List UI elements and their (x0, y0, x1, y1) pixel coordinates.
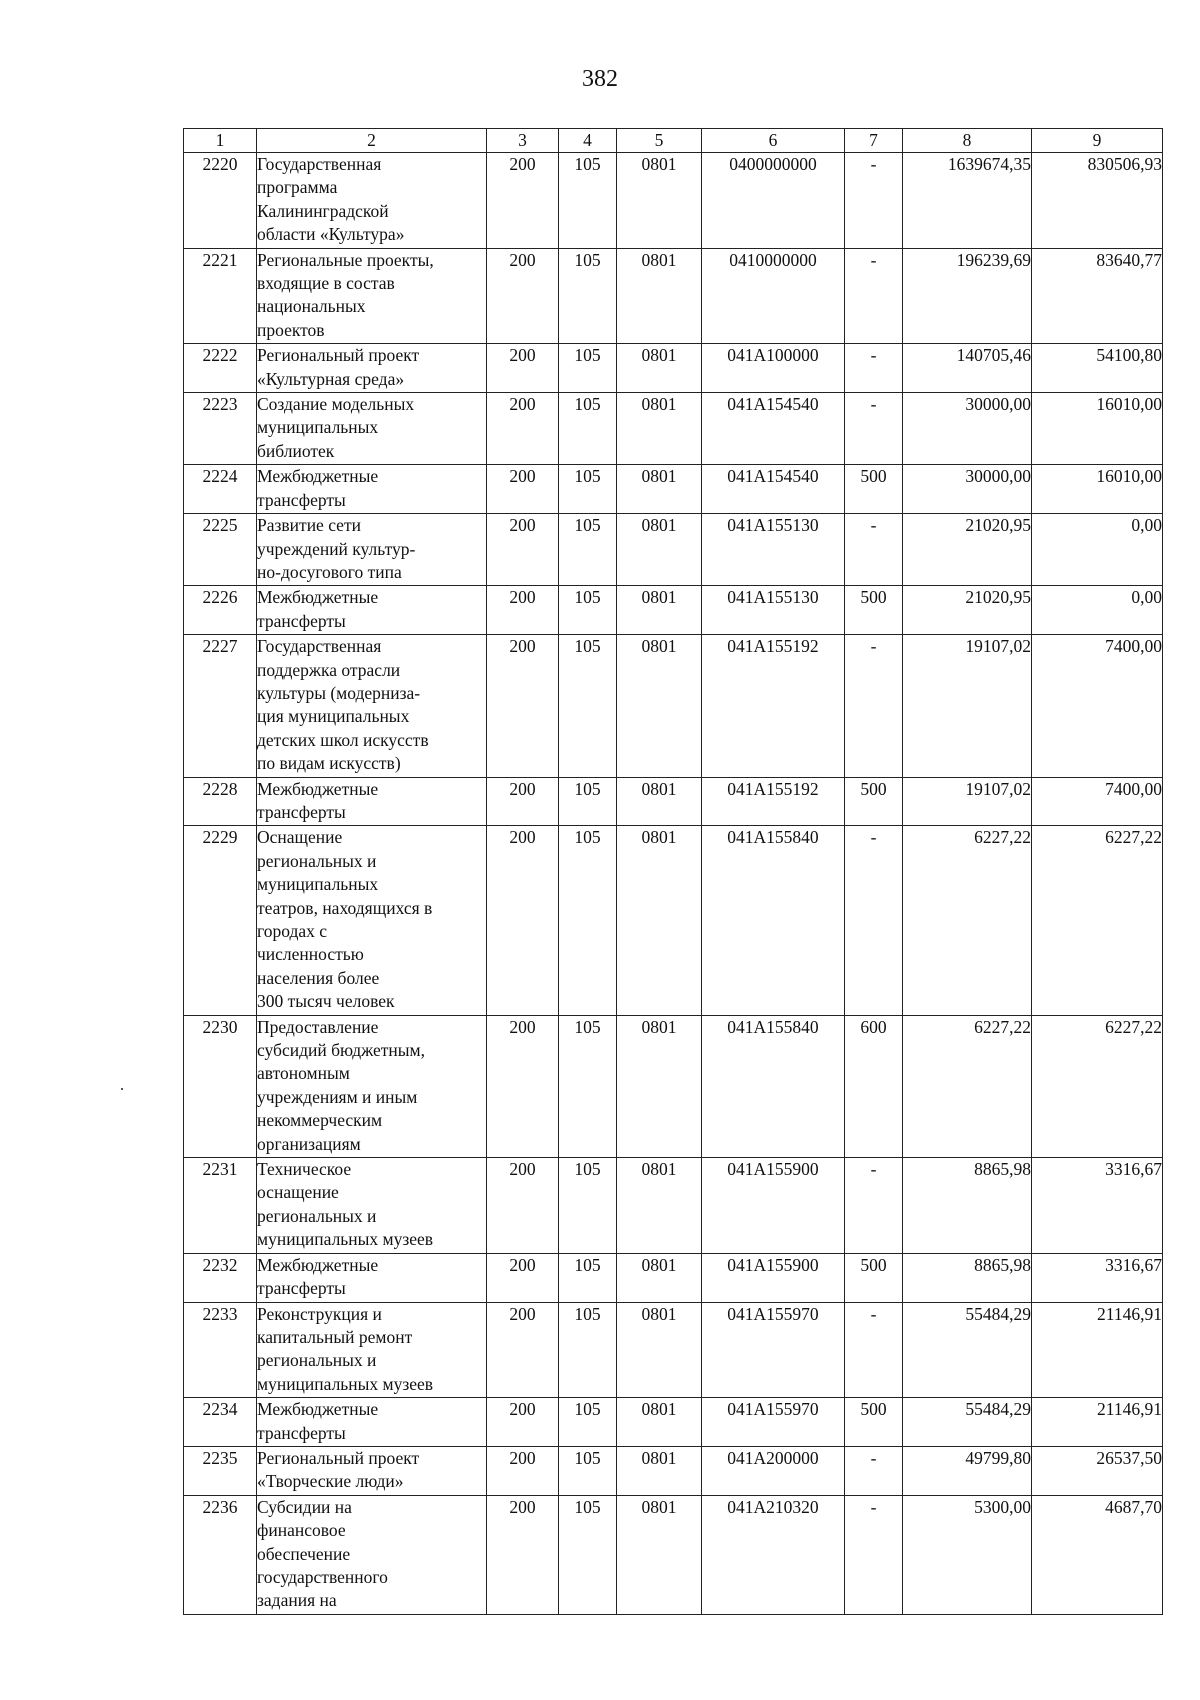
section-code-cell: 0801 (617, 1253, 702, 1302)
table-row (184, 1302, 1163, 1398)
item-name-cell (257, 153, 487, 249)
table-row (184, 248, 1163, 344)
amount-col9-cell: 0,00 (1032, 586, 1163, 635)
expense-type-cell: - (845, 1495, 903, 1614)
expense-type-cell: 500 (845, 1398, 903, 1447)
amount-col9-cell: 7400,00 (1032, 635, 1163, 777)
item-name-cell (257, 1158, 487, 1254)
table-row (184, 1158, 1163, 1254)
item-name-line: населения более (257, 967, 380, 988)
row-number-cell: 2222 (184, 344, 257, 393)
row-number-cell: 2220 (184, 153, 257, 249)
table-body (184, 153, 1163, 1615)
ministry-code-cell: 200 (487, 586, 559, 635)
target-article-cell: 041A155840 (702, 1015, 845, 1157)
item-name-line: некоммерческим (257, 1110, 383, 1131)
section-code-cell: 0801 (617, 153, 702, 249)
amount-col9-cell: 7400,00 (1032, 777, 1163, 826)
item-name-line: Государственная (257, 154, 382, 174)
table-row (184, 1398, 1163, 1447)
row-number-cell: 2236 (184, 1495, 257, 1614)
item-name-line: Региональные проекты, (257, 249, 434, 270)
item-name-cell (257, 635, 487, 777)
row-number-cell: 2234 (184, 1398, 257, 1447)
item-name-line: муниципальных (257, 874, 379, 895)
amount-col9-cell: 83640,77 (1032, 248, 1163, 344)
item-name-line: оснащение (257, 1182, 339, 1203)
item-name-line: государственного (257, 1566, 388, 1587)
row-number-cell: 2226 (184, 586, 257, 635)
ministry-code-cell: 200 (487, 1398, 559, 1447)
amount-col9-cell: 830506,93 (1032, 153, 1163, 249)
target-article-cell: 041A155900 (702, 1253, 845, 1302)
target-article-cell: 041A155130 (702, 514, 845, 586)
item-name-line: финансовое (257, 1520, 346, 1541)
amount-col8-cell: 140705,46 (903, 344, 1032, 393)
code-col4-cell: 105 (559, 153, 617, 249)
item-name-line: по видам искусств) (257, 753, 401, 774)
row-number-cell: 2233 (184, 1302, 257, 1398)
code-col4-cell: 105 (559, 777, 617, 826)
table-row (184, 393, 1163, 465)
row-number-cell: 2229 (184, 826, 257, 1015)
section-code-cell: 0801 (617, 1302, 702, 1398)
item-name-line: библиотек (257, 440, 335, 461)
target-article-cell: 041A155840 (702, 826, 845, 1015)
item-name-cell (257, 248, 487, 344)
row-number-cell: 2227 (184, 635, 257, 777)
item-name-cell (257, 1495, 487, 1614)
amount-col9-cell: 6227,22 (1032, 1015, 1163, 1157)
expense-type-cell: - (845, 248, 903, 344)
section-code-cell: 0801 (617, 1015, 702, 1157)
column-header-8: 8 (903, 129, 1032, 153)
item-name-line: но-досугового типа (257, 561, 402, 582)
ministry-code-cell: 200 (487, 1158, 559, 1254)
column-header-9: 9 (1032, 129, 1163, 153)
item-name-line: капитальный ремонт (257, 1326, 413, 1347)
column-header-7: 7 (845, 129, 903, 153)
item-name-line: Техническое (257, 1159, 352, 1180)
target-article-cell: 041A155900 (702, 1158, 845, 1254)
item-name-line: «Творческие люди» (257, 1471, 404, 1492)
item-name-line: обеспечение (257, 1543, 351, 1564)
amount-col8-cell: 1639674,35 (903, 153, 1032, 249)
item-name-line: программа (257, 177, 338, 198)
target-article-cell: 041A154540 (702, 465, 845, 514)
expense-type-cell: - (845, 1158, 903, 1254)
item-name-line: Межбюджетные (257, 1399, 379, 1420)
item-name-cell (257, 1398, 487, 1447)
row-number-cell: 2224 (184, 465, 257, 514)
table-row (184, 1015, 1163, 1157)
item-name-line: 300 тысяч человек (257, 991, 395, 1012)
ministry-code-cell: 200 (487, 826, 559, 1015)
code-col4-cell: 105 (559, 1398, 617, 1447)
target-article-cell: 0410000000 (702, 248, 845, 344)
expense-type-cell: - (845, 393, 903, 465)
item-name-line: учреждениям и иным (257, 1086, 418, 1107)
scan-speck (121, 1088, 123, 1090)
table-header (184, 129, 1163, 153)
section-code-cell: 0801 (617, 1158, 702, 1254)
code-col4-cell: 105 (559, 344, 617, 393)
item-name-line: Межбюджетные (257, 466, 379, 487)
table-row (184, 1446, 1163, 1495)
item-name-line: трансферты (257, 610, 346, 631)
section-code-cell: 0801 (617, 1398, 702, 1447)
item-name-line: Государственная (257, 636, 382, 657)
item-name-cell (257, 514, 487, 586)
amount-col8-cell: 55484,29 (903, 1398, 1032, 1447)
item-name-cell (257, 1302, 487, 1398)
expense-type-cell: 600 (845, 1015, 903, 1157)
amount-col9-cell: 26537,50 (1032, 1446, 1163, 1495)
code-col4-cell: 105 (559, 465, 617, 514)
ministry-code-cell: 200 (487, 153, 559, 249)
expense-type-cell: - (845, 153, 903, 249)
target-article-cell: 041A210320 (702, 1495, 845, 1614)
ministry-code-cell: 200 (487, 777, 559, 826)
item-name-line: Развитие сети (257, 515, 361, 536)
item-name-line: численностью (257, 944, 364, 965)
ministry-code-cell: 200 (487, 1302, 559, 1398)
ministry-code-cell: 200 (487, 465, 559, 514)
ministry-code-cell: 200 (487, 1015, 559, 1157)
item-name-line: ция муниципальных (257, 706, 410, 727)
code-col4-cell: 105 (559, 1015, 617, 1157)
section-code-cell: 0801 (617, 248, 702, 344)
expense-type-cell: - (845, 826, 903, 1015)
code-col4-cell: 105 (559, 393, 617, 465)
column-header-4: 4 (559, 129, 617, 153)
item-name-line: Создание модельных (257, 394, 415, 415)
amount-col8-cell: 8865,98 (903, 1158, 1032, 1254)
expense-type-cell: 500 (845, 1253, 903, 1302)
target-article-cell: 041A155192 (702, 635, 845, 777)
target-article-cell: 041A155130 (702, 586, 845, 635)
item-name-line: поддержка отрасли (257, 659, 401, 680)
target-article-cell: 041A154540 (702, 393, 845, 465)
table-row (184, 826, 1163, 1015)
budget-table (183, 128, 1163, 1615)
amount-col9-cell: 21146,91 (1032, 1398, 1163, 1447)
amount-col9-cell: 54100,80 (1032, 344, 1163, 393)
table-row (184, 153, 1163, 249)
ministry-code-cell: 200 (487, 635, 559, 777)
code-col4-cell: 105 (559, 586, 617, 635)
item-name-line: Оснащение (257, 827, 343, 848)
amount-col9-cell: 4687,70 (1032, 1495, 1163, 1614)
target-article-cell: 0400000000 (702, 153, 845, 249)
column-header-3: 3 (487, 129, 559, 153)
table-row (184, 514, 1163, 586)
expense-type-cell: - (845, 635, 903, 777)
item-name-line: входящие в состав (257, 273, 395, 294)
page-number: 382 (582, 66, 618, 92)
table-row (184, 635, 1163, 777)
ministry-code-cell: 200 (487, 1446, 559, 1495)
item-name-line: трансферты (257, 1278, 346, 1299)
item-name-cell (257, 1253, 487, 1302)
item-name-line: городах с (257, 921, 328, 941)
code-col4-cell: 105 (559, 1495, 617, 1614)
row-number-cell: 2225 (184, 514, 257, 586)
ministry-code-cell: 200 (487, 248, 559, 344)
item-name-line: Реконструкция и (257, 1303, 382, 1324)
row-number-cell: 2223 (184, 393, 257, 465)
item-name-line: региональных и (257, 850, 377, 871)
amount-col9-cell: 6227,22 (1032, 826, 1163, 1015)
row-number-cell: 2221 (184, 248, 257, 344)
column-header-2: 2 (257, 129, 487, 153)
item-name-line: Межбюджетные (257, 1254, 379, 1275)
expense-type-cell: - (845, 1302, 903, 1398)
target-article-cell: 041A155192 (702, 777, 845, 826)
target-article-cell: 041A100000 (702, 344, 845, 393)
item-name-cell (257, 777, 487, 826)
amount-col9-cell: 3316,67 (1032, 1253, 1163, 1302)
code-col4-cell: 105 (559, 635, 617, 777)
item-name-line: проектов (257, 319, 325, 340)
code-col4-cell: 105 (559, 1446, 617, 1495)
section-code-cell: 0801 (617, 586, 702, 635)
code-col4-cell: 105 (559, 1302, 617, 1398)
table-row (184, 344, 1163, 393)
code-col4-cell: 105 (559, 248, 617, 344)
row-number-cell: 2230 (184, 1015, 257, 1157)
item-name-cell (257, 465, 487, 514)
table-row (184, 586, 1163, 635)
amount-col8-cell: 30000,00 (903, 393, 1032, 465)
expense-type-cell: 500 (845, 465, 903, 514)
item-name-line: Межбюджетные (257, 587, 379, 608)
amount-col9-cell: 3316,67 (1032, 1158, 1163, 1254)
item-name-line: «Культурная среда» (257, 368, 405, 389)
item-name-line: трансферты (257, 489, 346, 510)
code-col4-cell: 105 (559, 826, 617, 1015)
column-header-5: 5 (617, 129, 702, 153)
row-number-cell: 2232 (184, 1253, 257, 1302)
section-code-cell: 0801 (617, 826, 702, 1015)
ministry-code-cell: 200 (487, 1253, 559, 1302)
table-row (184, 1495, 1163, 1614)
amount-col9-cell: 16010,00 (1032, 465, 1163, 514)
target-article-cell: 041A155970 (702, 1302, 845, 1398)
row-number-cell: 2235 (184, 1446, 257, 1495)
expense-type-cell: - (845, 1446, 903, 1495)
amount-col9-cell: 21146,91 (1032, 1302, 1163, 1398)
item-name-line: национальных (257, 296, 366, 317)
item-name-line: детских школ искусств (257, 729, 429, 750)
section-code-cell: 0801 (617, 635, 702, 777)
item-name-line: муниципальных музеев (257, 1373, 434, 1394)
amount-col8-cell: 19107,02 (903, 777, 1032, 826)
item-name-line: субсидий бюджетным, (257, 1040, 425, 1061)
section-code-cell: 0801 (617, 1446, 702, 1495)
target-article-cell: 041A155970 (702, 1398, 845, 1447)
row-number-cell: 2231 (184, 1158, 257, 1254)
section-code-cell: 0801 (617, 393, 702, 465)
item-name-line: региональных и (257, 1205, 377, 1226)
item-name-cell (257, 586, 487, 635)
section-code-cell: 0801 (617, 1495, 702, 1614)
amount-col8-cell: 21020,95 (903, 514, 1032, 586)
amount-col9-cell: 16010,00 (1032, 393, 1163, 465)
item-name-cell (257, 1446, 487, 1495)
item-name-line: театров, находящихся в (257, 897, 433, 918)
item-name-line: муниципальных (257, 417, 379, 438)
column-header-1: 1 (184, 129, 257, 153)
ministry-code-cell: 200 (487, 514, 559, 586)
item-name-line: задания на (257, 1590, 337, 1611)
section-code-cell: 0801 (617, 777, 702, 826)
item-name-line: муниципальных музеев (257, 1229, 434, 1250)
target-article-cell: 041A200000 (702, 1446, 845, 1495)
item-name-line: Предоставление (257, 1016, 379, 1037)
item-name-line: Межбюджетные (257, 778, 379, 799)
column-header-6: 6 (702, 129, 845, 153)
expense-type-cell: 500 (845, 586, 903, 635)
table-row (184, 465, 1163, 514)
section-code-cell: 0801 (617, 344, 702, 393)
item-name-cell (257, 1015, 487, 1157)
item-name-line: Региональный проект (257, 345, 420, 366)
expense-type-cell: - (845, 344, 903, 393)
header-row (184, 129, 1163, 153)
amount-col8-cell: 5300,00 (903, 1495, 1032, 1614)
item-name-line: Калининградской (257, 200, 389, 221)
item-name-line: организациям (257, 1133, 361, 1154)
item-name-cell (257, 393, 487, 465)
code-col4-cell: 105 (559, 514, 617, 586)
amount-col9-cell: 0,00 (1032, 514, 1163, 586)
amount-col8-cell: 6227,22 (903, 1015, 1032, 1157)
item-name-line: Региональный проект (257, 1447, 420, 1468)
item-name-line: учреждений культур- (257, 538, 416, 559)
item-name-cell (257, 826, 487, 1015)
row-number-cell: 2228 (184, 777, 257, 826)
amount-col8-cell: 8865,98 (903, 1253, 1032, 1302)
code-col4-cell: 105 (559, 1253, 617, 1302)
amount-col8-cell: 21020,95 (903, 586, 1032, 635)
item-name-cell (257, 344, 487, 393)
section-code-cell: 0801 (617, 514, 702, 586)
amount-col8-cell: 6227,22 (903, 826, 1032, 1015)
table-row (184, 777, 1163, 826)
expense-type-cell: 500 (845, 777, 903, 826)
section-code-cell: 0801 (617, 465, 702, 514)
amount-col8-cell: 49799,80 (903, 1446, 1032, 1495)
table-row (184, 1253, 1163, 1302)
amount-col8-cell: 30000,00 (903, 465, 1032, 514)
item-name-line: трансферты (257, 801, 346, 822)
item-name-line: региональных и (257, 1350, 377, 1371)
ministry-code-cell: 200 (487, 1495, 559, 1614)
code-col4-cell: 105 (559, 1158, 617, 1254)
amount-col8-cell: 196239,69 (903, 248, 1032, 344)
expense-type-cell: - (845, 514, 903, 586)
item-name-line: Субсидии на (257, 1496, 352, 1517)
item-name-line: культуры (модерниза- (257, 682, 421, 703)
item-name-line: автономным (257, 1063, 350, 1084)
amount-col8-cell: 55484,29 (903, 1302, 1032, 1398)
amount-col8-cell: 19107,02 (903, 635, 1032, 777)
item-name-line: трансферты (257, 1422, 346, 1443)
ministry-code-cell: 200 (487, 393, 559, 465)
ministry-code-cell: 200 (487, 344, 559, 393)
item-name-line: области «Культура» (257, 224, 405, 245)
